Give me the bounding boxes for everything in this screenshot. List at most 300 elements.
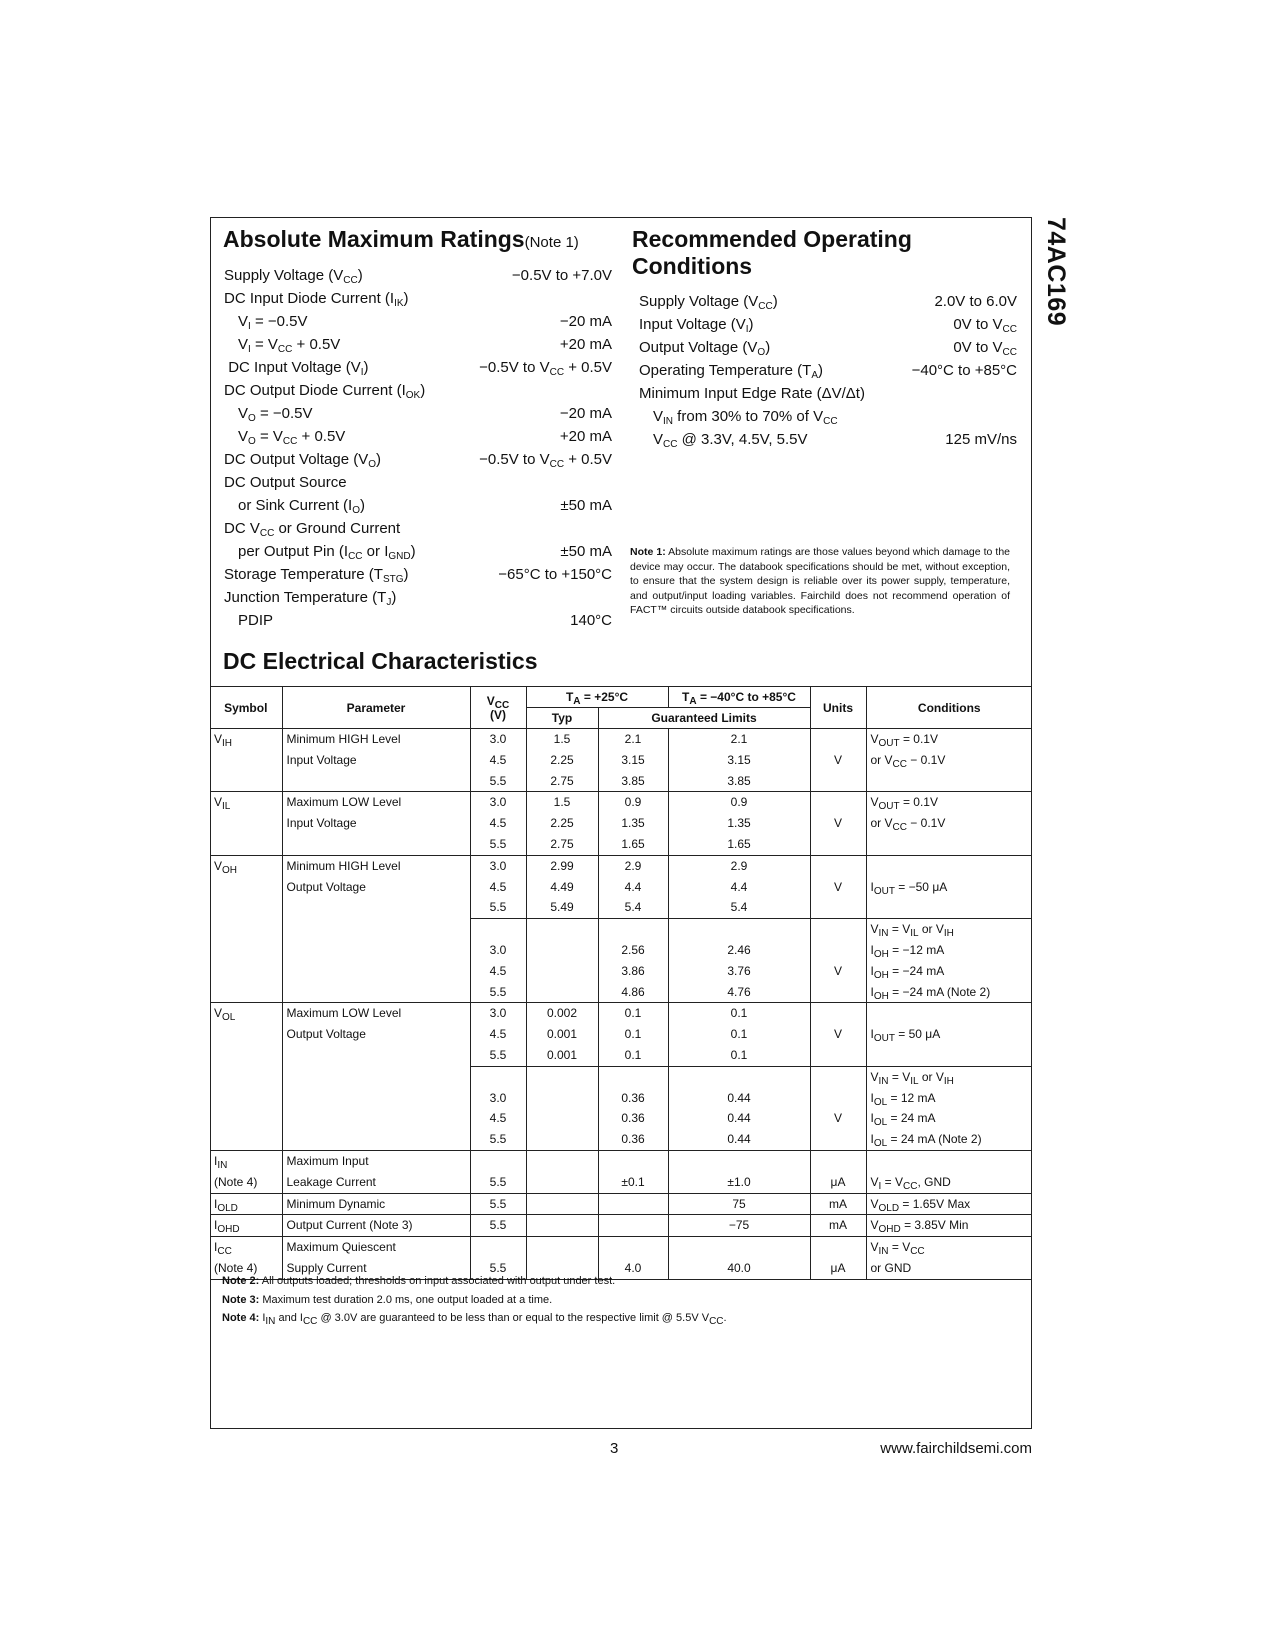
rec-op-label: Minimum Input Edge Rate (ΔV/Δt) — [639, 385, 865, 402]
abs-max-row — [224, 287, 612, 310]
cell-gr: 40.0 — [668, 1258, 810, 1279]
header-ta-range: $T_A = -40^\circ C$ to +85°C — [668, 687, 810, 708]
abs-max-value: −0.5V to $V_{CC} + 0.5V$ — [479, 451, 612, 470]
cell-sym: $I_{IN}$ — [210, 1150, 282, 1171]
table-row — [210, 855, 1032, 876]
cell-gr: 4.4 — [668, 877, 810, 898]
cell-unit — [810, 834, 866, 855]
cell-gr: 1.65 — [668, 834, 810, 855]
cell-vcc — [470, 919, 526, 940]
cell-typ — [526, 1129, 598, 1150]
cell-typ — [526, 1193, 598, 1215]
abs-max-row — [224, 264, 612, 287]
cell-g25 — [598, 1237, 668, 1258]
cell-param: Output Current (Note 3) — [282, 1215, 470, 1237]
abs-max-value: −20 mA — [559, 405, 612, 422]
table-row — [210, 834, 1032, 855]
header-conditions: Conditions — [866, 687, 1032, 729]
cell-cond: or $V_{CC} - 0.1V$ — [866, 750, 1032, 771]
cell-cond: $I_{OH} = -24$ mA — [866, 961, 1032, 982]
cell-typ: 2.75 — [526, 771, 598, 792]
cell-cond — [866, 1045, 1032, 1066]
abs-max-row — [224, 379, 612, 402]
table-row — [210, 1066, 1032, 1087]
cell-unit: V — [810, 877, 866, 898]
cell-unit — [810, 729, 866, 750]
rec-op-row — [639, 290, 1017, 313]
cell-g25 — [598, 1150, 668, 1171]
cell-cond — [866, 834, 1032, 855]
cell-gr: 75 — [668, 1193, 810, 1215]
cell-typ — [526, 940, 598, 961]
cell-typ: 5.49 — [526, 897, 598, 918]
cell-unit — [810, 771, 866, 792]
cell-g25: 0.36 — [598, 1088, 668, 1109]
cell-cond — [866, 771, 1032, 792]
cell-vcc: 3.0 — [470, 729, 526, 750]
cell-vcc: 5.5 — [470, 1215, 526, 1237]
cell-vcc: 5.5 — [470, 1172, 526, 1193]
footer-url[interactable]: www.fairchildsemi.com — [880, 1440, 1032, 1457]
cell-typ — [526, 961, 598, 982]
cell-param: Minimum HIGH Level — [282, 729, 470, 750]
abs-max-label: DC Output Voltage $(V_O)$ — [224, 451, 382, 470]
dc-notes — [222, 1272, 727, 1328]
table-row — [210, 771, 1032, 792]
cell-param — [282, 1066, 470, 1087]
cell-g25: 4.0 — [598, 1258, 668, 1279]
table-row — [210, 729, 1032, 750]
cell-cond — [866, 1003, 1032, 1024]
cell-gr: 0.1 — [668, 1003, 810, 1024]
cell-g25: 3.85 — [598, 771, 668, 792]
dc-characteristics-table — [210, 686, 1032, 1280]
abs-max-row — [224, 609, 612, 632]
cell-sym: $V_{OL}$ — [210, 1003, 282, 1024]
rec-op-label: Output Voltage $(V_O)$ — [639, 339, 771, 358]
table-row — [210, 1150, 1032, 1171]
rec-op-row — [639, 359, 1017, 382]
cell-g25: 1.35 — [598, 813, 668, 834]
cell-typ — [526, 1150, 598, 1171]
cell-sym — [210, 897, 282, 918]
cell-cond: $V_{OUT} = 0.1V$ — [866, 729, 1032, 750]
cell-typ: 2.99 — [526, 855, 598, 876]
abs-max-value: 140°C — [570, 612, 612, 629]
table-row — [210, 1108, 1032, 1129]
cell-sym — [210, 771, 282, 792]
cell-param — [282, 771, 470, 792]
table-row — [210, 792, 1032, 813]
cell-param: Minimum HIGH Level — [282, 855, 470, 876]
header-typ: Typ — [526, 708, 598, 729]
cell-g25 — [598, 1193, 668, 1215]
rec-op-label: $V_{CC}$ @ 3.3V, 4.5V, 5.5V — [653, 431, 808, 450]
cell-g25: 1.65 — [598, 834, 668, 855]
cell-sym — [210, 1129, 282, 1150]
rec-op-value: 2.0V to 6.0V — [934, 293, 1017, 310]
header-symbol: Symbol — [210, 687, 282, 729]
cell-vcc: 5.5 — [470, 1045, 526, 1066]
abs-max-label: $V_O = -0.5V$ — [238, 405, 313, 424]
cell-cond: $V_I = V_{CC}$, GND — [866, 1172, 1032, 1193]
abs-max-label: Junction Temperature $(T_J)$ — [224, 589, 397, 608]
cell-vcc: 4.5 — [470, 813, 526, 834]
abs-max-label: PDIP — [238, 612, 274, 629]
cell-gr: 2.9 — [668, 855, 810, 876]
abs-max-row — [224, 448, 612, 471]
abs-max-value: ±50 mA — [560, 543, 612, 560]
cell-g25: 0.36 — [598, 1108, 668, 1129]
cell-gr: 0.1 — [668, 1024, 810, 1045]
table-row — [210, 1237, 1032, 1258]
cell-unit — [810, 855, 866, 876]
cell-unit: V — [810, 1108, 866, 1129]
cell-sym: $V_{IL}$ — [210, 792, 282, 813]
cell-gr: 5.4 — [668, 897, 810, 918]
cell-sym — [210, 877, 282, 898]
cell-sym — [210, 940, 282, 961]
cell-typ: 2.25 — [526, 813, 598, 834]
cell-g25: 0.1 — [598, 1024, 668, 1045]
cell-param — [282, 1108, 470, 1129]
table-row — [210, 1193, 1032, 1215]
cell-unit — [810, 1150, 866, 1171]
table-row — [210, 961, 1032, 982]
part-number-label: 74AC169 — [1042, 217, 1070, 327]
cell-typ: 2.75 — [526, 834, 598, 855]
cell-vcc: 5.5 — [470, 897, 526, 918]
cell-unit: V — [810, 813, 866, 834]
cell-cond: $I_{OL} = 24$ mA (Note 2) — [866, 1129, 1032, 1150]
cell-param: Leakage Current — [282, 1172, 470, 1193]
cell-vcc: 4.5 — [470, 1024, 526, 1045]
cell-param — [282, 982, 470, 1003]
cell-param: Maximum LOW Level — [282, 792, 470, 813]
side-part-number — [1040, 217, 1070, 337]
cell-g25: 5.4 — [598, 897, 668, 918]
cell-vcc: 3.0 — [470, 940, 526, 961]
cell-gr: 0.1 — [668, 1045, 810, 1066]
cell-typ: 0.002 — [526, 1003, 598, 1024]
cell-param: Input Voltage — [282, 813, 470, 834]
cell-g25: 2.56 — [598, 940, 668, 961]
cell-param: Maximum Input — [282, 1150, 470, 1171]
cell-sym: $V_{OH}$ — [210, 855, 282, 876]
cell-vcc — [470, 1066, 526, 1087]
cell-unit — [810, 1066, 866, 1087]
cell-gr: 3.85 — [668, 771, 810, 792]
table-row — [210, 750, 1032, 771]
table-row — [210, 1129, 1032, 1150]
abs-max-label: $V_O = V_{CC} + 0.5V$ — [238, 428, 346, 447]
cell-unit — [810, 940, 866, 961]
cell-gr: 3.76 — [668, 961, 810, 982]
cell-sym — [210, 834, 282, 855]
table-row — [210, 1088, 1032, 1109]
cell-vcc: 4.5 — [470, 961, 526, 982]
cell-vcc: 4.5 — [470, 1108, 526, 1129]
cell-param: Supply Current — [282, 1258, 470, 1279]
cell-cond: $I_{OL} = 12$ mA — [866, 1088, 1032, 1109]
abs-max-row — [224, 471, 612, 494]
cell-unit — [810, 919, 866, 940]
rec-op-row — [639, 382, 1017, 405]
table-row — [210, 1215, 1032, 1237]
cell-gr: 4.76 — [668, 982, 810, 1003]
cell-typ — [526, 919, 598, 940]
footnote: Note 3: Maximum test duration 2.0 ms, one output loaded at a time. — [222, 1293, 553, 1306]
cell-gr: 2.1 — [668, 729, 810, 750]
cell-unit — [810, 982, 866, 1003]
header-ta25: $T_A = +25^\circ C$ — [526, 687, 668, 708]
cell-unit: V — [810, 961, 866, 982]
cell-typ — [526, 1172, 598, 1193]
cell-g25: 3.15 — [598, 750, 668, 771]
cell-cond — [866, 1150, 1032, 1171]
cell-vcc: 3.0 — [470, 1088, 526, 1109]
abs-max-row — [224, 517, 612, 540]
rec-op-row — [639, 313, 1017, 336]
cell-unit — [810, 1045, 866, 1066]
cell-gr: 0.44 — [668, 1129, 810, 1150]
cell-vcc — [470, 1237, 526, 1258]
cell-unit — [810, 1088, 866, 1109]
footnote: Note 4: $I_{IN}$ and $I_{CC}$ @ 3.0V are guaranteed to be less than or equal to the respective limit @ 5.5V $V_{CC}$. — [222, 1312, 727, 1327]
cell-cond: or $V_{CC} - 0.1V$ — [866, 813, 1032, 834]
cell-typ: 0.001 — [526, 1024, 598, 1045]
abs-max-row — [224, 425, 612, 448]
cell-cond: $V_{IN} = V_{CC}$ — [866, 1237, 1032, 1258]
cell-vcc: 5.5 — [470, 982, 526, 1003]
cell-cond: $V_{IN} = V_{IL}$ or $V_{IH}$ — [866, 919, 1032, 940]
cell-unit — [810, 792, 866, 813]
abs-max-row — [224, 563, 612, 586]
abs-max-title: Absolute Maximum Ratings(Note 1) — [223, 226, 579, 252]
cell-gr: ±1.0 — [668, 1172, 810, 1193]
cell-typ — [526, 1066, 598, 1087]
header-vcc: $V_{CC}$ (V) — [470, 687, 526, 729]
table-row — [210, 982, 1032, 1003]
cell-param — [282, 1129, 470, 1150]
rec-op-label: Operating Temperature $(T_A)$ — [639, 362, 823, 381]
table-row — [210, 940, 1032, 961]
table-row — [210, 877, 1032, 898]
cell-gr: −75 — [668, 1215, 810, 1237]
abs-max-label: Storage Temperature $(T_{STG})$ — [224, 566, 409, 585]
cell-sym — [210, 1108, 282, 1129]
abs-max-label: or Sink Current $(I_O)$ — [238, 497, 365, 516]
rec-op-value: 0V to $V_{CC}$ — [953, 339, 1017, 358]
cell-cond: $V_{OHD} = 3.85V$ Min — [866, 1215, 1032, 1237]
cell-g25: 0.36 — [598, 1129, 668, 1150]
abs-max-value: +20 mA — [559, 428, 612, 445]
rec-op-value: −40°C to +85°C — [911, 362, 1017, 379]
rec-op-label: Supply Voltage $(V_{CC})$ — [639, 293, 778, 312]
abs-max-label: $V_I = -0.5V$ — [238, 313, 308, 332]
table-row — [210, 1024, 1032, 1045]
cell-cond: $V_{IN} = V_{IL}$ or $V_{IH}$ — [866, 1066, 1032, 1087]
cell-gr — [668, 919, 810, 940]
cell-g25: ±0.1 — [598, 1172, 668, 1193]
cell-g25 — [598, 919, 668, 940]
cell-sym — [210, 1045, 282, 1066]
abs-max-value: −65°C to +150°C — [498, 566, 612, 583]
abs-max-label: per Output Pin ($I_{CC}$ or $I_{GND}$) — [238, 543, 416, 562]
cell-vcc — [470, 1150, 526, 1171]
abs-max-label: $V_I = V_{CC} + 0.5V$ — [238, 336, 341, 355]
abs-max-label: DC Input Voltage $(V_I)$ — [228, 359, 369, 378]
cell-sym: (Note 4) — [210, 1172, 282, 1193]
rec-op-row — [639, 405, 1017, 428]
cell-gr: 1.35 — [668, 813, 810, 834]
cell-sym — [210, 919, 282, 940]
footnote: Note 2: All outputs loaded; thresholds on input associated with output under test. — [222, 1275, 616, 1287]
cell-typ: 2.25 — [526, 750, 598, 771]
cell-g25: 0.1 — [598, 1045, 668, 1066]
cell-g25: 0.9 — [598, 792, 668, 813]
cell-typ: 1.5 — [526, 729, 598, 750]
table-row — [210, 813, 1032, 834]
table-row — [210, 1003, 1032, 1024]
cell-vcc: 5.5 — [470, 1193, 526, 1215]
cell-unit: μA — [810, 1172, 866, 1193]
rec-op-list — [639, 290, 1017, 451]
rec-op-value: 125 mV/ns — [945, 431, 1017, 448]
dc-title: DC Electrical Characteristics — [223, 648, 538, 674]
abs-max-value: −0.5V to $V_{CC} + 0.5V$ — [479, 359, 612, 378]
cell-unit: μA — [810, 1258, 866, 1279]
cell-gr: 0.9 — [668, 792, 810, 813]
cell-gr: 3.15 — [668, 750, 810, 771]
rec-op-row — [639, 336, 1017, 359]
table-row — [210, 1045, 1032, 1066]
abs-max-row — [224, 402, 612, 425]
abs-max-label: DC $V_{CC}$ or Ground Current — [224, 520, 401, 539]
rec-op-value: 0V to $V_{CC}$ — [953, 316, 1017, 335]
cell-unit: mA — [810, 1215, 866, 1237]
cell-param — [282, 897, 470, 918]
cell-param — [282, 834, 470, 855]
cell-typ: 1.5 — [526, 792, 598, 813]
cell-g25 — [598, 1215, 668, 1237]
cell-sym: $I_{OHD}$ — [210, 1215, 282, 1237]
cell-vcc: 3.0 — [470, 1003, 526, 1024]
note-1: Note 1: Absolute maximum ratings are those values beyond which damage to the device may occur. The databook specifications should be met, without exception, to ensure that the system design is reliable over its power supply, temperature, and output/input loading variables. Fairchild does not recommend operation of FACT™ circuits outside databook specifications. — [630, 546, 1010, 616]
cell-cond: $I_{OUT} = -50$ μA — [866, 877, 1032, 898]
rec-op-label: $V_{IN}$ from 30% to 70% of $V_{CC}$ — [653, 408, 838, 427]
cell-unit: mA — [810, 1193, 866, 1215]
cell-cond: $I_{OH} = -12$ mA — [866, 940, 1032, 961]
cell-param — [282, 961, 470, 982]
cell-param: Input Voltage — [282, 750, 470, 771]
cell-unit — [810, 1003, 866, 1024]
abs-max-value: −0.5V to +7.0V — [511, 267, 612, 284]
abs-max-row — [224, 333, 612, 356]
cell-vcc: 5.5 — [470, 1129, 526, 1150]
cell-sym — [210, 750, 282, 771]
cell-vcc: 5.5 — [470, 771, 526, 792]
cell-gr: 0.44 — [668, 1088, 810, 1109]
abs-max-label: DC Input Diode Current $(I_{IK})$ — [224, 290, 409, 309]
cell-param — [282, 940, 470, 961]
table-row — [210, 919, 1032, 940]
cell-unit: V — [810, 750, 866, 771]
cell-vcc: 5.5 — [470, 834, 526, 855]
cell-g25: 2.1 — [598, 729, 668, 750]
abs-max-row — [224, 540, 612, 563]
cell-cond: or GND — [866, 1258, 1032, 1279]
abs-max-row — [224, 494, 612, 517]
header-units: Units — [810, 687, 866, 729]
cell-g25: 0.1 — [598, 1003, 668, 1024]
cell-cond — [866, 855, 1032, 876]
abs-max-label: Supply Voltage $(V_{CC})$ — [224, 267, 363, 286]
cell-typ — [526, 1215, 598, 1237]
cell-cond: $I_{OL} = 24$ mA — [866, 1108, 1032, 1129]
cell-vcc: 4.5 — [470, 750, 526, 771]
cell-sym: (Note 4) — [210, 1258, 282, 1279]
table-row — [210, 897, 1032, 918]
cell-cond — [866, 897, 1032, 918]
abs-max-value: ±50 mA — [560, 497, 612, 514]
cell-param: Maximum Quiescent — [282, 1237, 470, 1258]
abs-max-label: DC Output Source — [224, 474, 347, 491]
cell-gr — [668, 1066, 810, 1087]
cell-sym — [210, 1088, 282, 1109]
cell-param: Output Voltage — [282, 877, 470, 898]
cell-g25: 4.86 — [598, 982, 668, 1003]
cell-typ: 0.001 — [526, 1045, 598, 1066]
cell-param: Maximum LOW Level — [282, 1003, 470, 1024]
cell-param — [282, 1088, 470, 1109]
cell-sym: $V_{IH}$ — [210, 729, 282, 750]
cell-vcc: 3.0 — [470, 855, 526, 876]
rec-op-row — [639, 428, 1017, 451]
cell-gr — [668, 1150, 810, 1171]
cell-unit — [810, 1129, 866, 1150]
abs-max-row — [224, 586, 612, 609]
cell-typ — [526, 1108, 598, 1129]
cell-g25: 3.86 — [598, 961, 668, 982]
cell-param — [282, 1045, 470, 1066]
cell-sym — [210, 1066, 282, 1087]
abs-max-value: +20 mA — [559, 336, 612, 353]
cell-sym — [210, 982, 282, 1003]
cell-typ — [526, 982, 598, 1003]
cell-sym — [210, 1024, 282, 1045]
cell-g25: 4.4 — [598, 877, 668, 898]
cell-g25: 2.9 — [598, 855, 668, 876]
cell-param: Output Voltage — [282, 1024, 470, 1045]
cell-vcc: 5.5 — [470, 1258, 526, 1279]
cell-param: Minimum Dynamic — [282, 1193, 470, 1215]
rec-op-label: Input Voltage $(V_I)$ — [639, 316, 754, 335]
cell-unit: V — [810, 1024, 866, 1045]
cell-sym: $I_{CC}$ — [210, 1237, 282, 1258]
cell-vcc: 4.5 — [470, 877, 526, 898]
rec-op-title: Recommended Operating Conditions — [632, 226, 912, 279]
cell-unit — [810, 897, 866, 918]
cell-gr: 2.46 — [668, 940, 810, 961]
abs-max-row — [224, 356, 612, 379]
cell-typ — [526, 1237, 598, 1258]
cell-gr: 0.44 — [668, 1108, 810, 1129]
table-row — [210, 1172, 1032, 1193]
cell-unit — [810, 1237, 866, 1258]
abs-max-label: DC Output Diode Current $(I_{OK})$ — [224, 382, 426, 401]
cell-sym — [210, 813, 282, 834]
